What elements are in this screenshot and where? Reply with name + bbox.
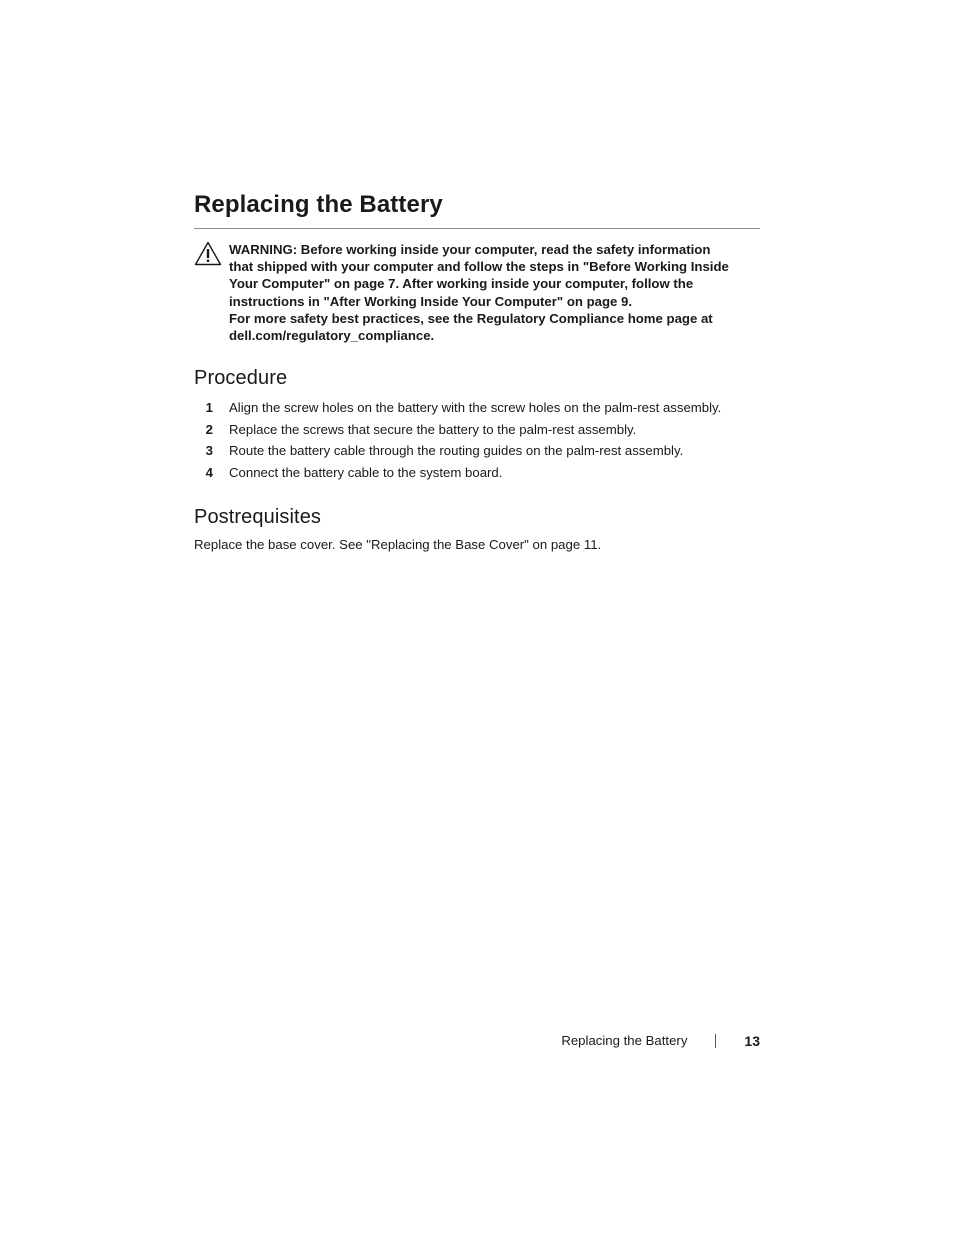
step-number: 3	[205, 443, 213, 459]
step-text: Align the screw holes on the battery with the screw holes on the palm-rest assembly.	[229, 400, 722, 416]
warning-line: instructions in "After Working Inside Your Computer" on page 9.	[229, 293, 633, 309]
procedure-step	[194, 462, 760, 484]
procedure-heading: Procedure	[194, 367, 288, 390]
page-number: 13	[744, 1033, 760, 1049]
page-content	[194, 188, 760, 554]
step-text: Connect the battery cable to the system board.	[229, 465, 503, 480]
procedure-step	[194, 397, 760, 419]
postrequisites-text: Replace the base cover. See "Replacing the Base Cover" on page 11.	[194, 536, 602, 552]
step-number: 1	[205, 400, 213, 416]
warning-line: WARNING: Before working inside your computer, read the safety information	[229, 242, 711, 257]
warning-triangle-icon	[194, 241, 222, 266]
page-title: Replacing the Battery	[194, 188, 760, 229]
procedure-steps	[194, 397, 760, 483]
procedure-step	[194, 440, 760, 462]
procedure-step	[194, 419, 760, 441]
footer-section-title: Replacing the Battery	[561, 1033, 688, 1048]
warning-notice	[194, 241, 760, 344]
postrequisites-heading: Postrequisites	[194, 505, 322, 528]
warning-line: Your Computer" on page 7. After working inside your computer, follow the	[229, 276, 694, 292]
step-text: Route the battery cable through the routing guides on the palm-rest assembly.	[229, 443, 684, 459]
page-footer	[561, 1031, 760, 1051]
warning-line: For more safety best practices, see the Regulatory Compliance home page at	[229, 310, 713, 326]
step-text: Replace the screws that secure the battery to the palm-rest assembly.	[229, 421, 637, 437]
warning-line: dell.com/regulatory_compliance.	[229, 328, 435, 344]
step-number: 2	[205, 421, 213, 437]
step-number: 4	[205, 465, 213, 480]
warning-line: that shipped with your computer and follow the steps in "Before Working Inside	[229, 259, 729, 275]
footer-divider	[715, 1034, 716, 1048]
